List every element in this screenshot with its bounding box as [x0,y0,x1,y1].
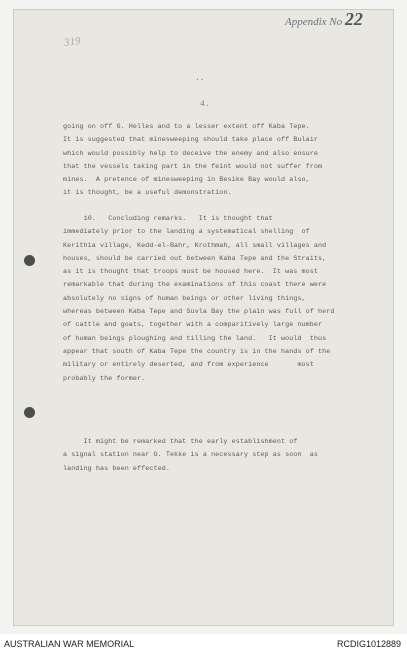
punch-hole [24,255,35,266]
appendix-number: 22 [344,9,363,29]
page-number: 4. [200,100,210,109]
punch-hole [24,407,35,418]
pencil-note: 319 [63,34,82,50]
appendix-label: Appendix No [285,16,343,28]
paragraph-minesweeping: going on off G. Helles and to a lesser extent off Kaba Tepe. It is suggested that minesweeping should take place off Bulair which would possibly help to deceive the enemy and also ensure that the vessels taking part in the feint would not suffer from mines. A pretence of minesweeping in Besike Bay would also, it is thought, be a useful demonstration. [63,123,323,198]
page-mark: .. [195,74,205,83]
appendix-annotation [285,9,363,30]
paragraph-signal-station: It might be remarked that the early establishment of a signal station near G. Tekke is a necessary step as soon as landing has been effected. [63,438,319,473]
paragraph-concluding-remarks: 10. Concluding remarks. It is thought that immediately prior to the landing a systematical shelling of Kerithia village, Kedd-el-Bahr, Krothmah, all small villages and houses, should be carried out between Kaba Tepe and the Straits, as it is thought that troops must be housed here. It was most remarkable that during the examinations of this coast there were absolutely no signs of human beings or other living things, whereas between Kaba Tepe and Suvla Bay the plain was full of herd of cattle and goats, together with a comparitively large number of human beings ploughing and tilling the land. It would thus appear that south of Kaba Tepe the country is in the hands of the military or entirely deserted, and from experience most probably the former. [63,215,335,383]
archive-credit: AUSTRALIAN WAR MEMORIAL [4,639,135,649]
archive-reference: RCDIG1012889 [336,639,401,649]
